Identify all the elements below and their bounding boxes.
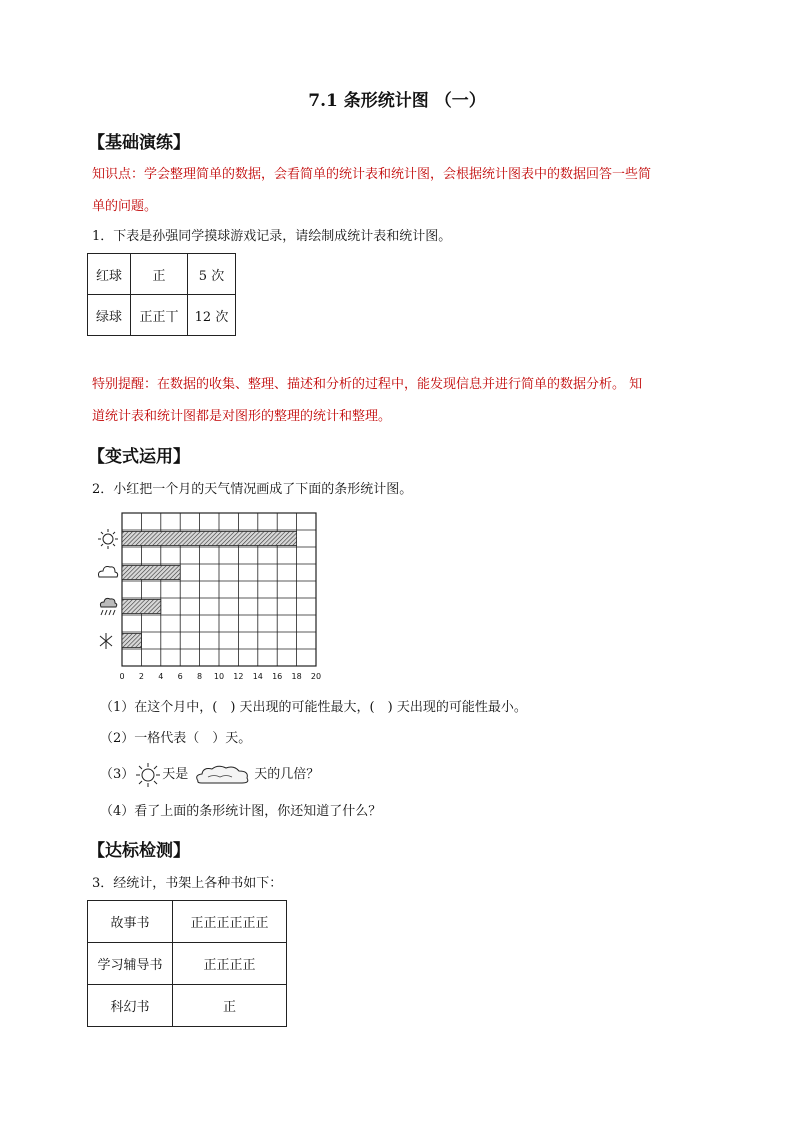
- table-cell-count: 5 次: [188, 254, 236, 295]
- x-tick-label: 8: [197, 672, 203, 681]
- x-tick-label: 2: [138, 672, 144, 681]
- question-3-table: [87, 900, 287, 1027]
- question-2-sub-4: （4）看了上面的条形统计图，你还知道了什么？: [100, 804, 382, 819]
- table-cell-tally: 正: [131, 254, 188, 295]
- sub-3-prefix: （3）: [100, 767, 135, 782]
- table-cell-label: 红球: [88, 254, 131, 295]
- rain-icon: [100, 598, 116, 615]
- table-cell-label: 故事书: [88, 901, 173, 943]
- question-1-text: 1．下表是孙强同学摸球游戏记录，请绘制成统计表和统计图。: [92, 229, 452, 244]
- question-3-text: 3．经统计，书架上各种书如下：: [92, 876, 283, 891]
- x-tick-label: 0: [119, 672, 125, 681]
- table-row: [88, 943, 287, 985]
- question-2-sub-1: （1）在这个月中，( ) 天出现的可能性最大，( ) 天出现的可能性最小。: [100, 700, 527, 715]
- table-cell-tally: 正正正正: [173, 943, 287, 985]
- table-cell-label: 学习辅导书: [88, 943, 173, 985]
- bar-snow: [122, 634, 141, 648]
- sub-3-suffix: 天的几倍？: [254, 767, 320, 782]
- x-tick-label: 4: [158, 672, 164, 681]
- table-cell-tally: 正: [173, 985, 287, 1027]
- section-variant-heading: 【变式运用】: [88, 447, 190, 467]
- tip-line-1: 特别提醒：在数据的收集、整理、描述和分析的过程中，能发现信息并进行简单的数据分析。 知: [92, 377, 643, 392]
- sunny-icon: [98, 529, 118, 549]
- sub-3-mid: 天是: [162, 767, 189, 782]
- x-tick-label: 6: [177, 672, 183, 681]
- table-cell-count: 12 次: [188, 295, 236, 336]
- question-1-table: [87, 253, 236, 336]
- section-check-heading: 【达标检测】: [88, 841, 190, 861]
- weather-bar-chart: [92, 508, 332, 687]
- bar-rain: [122, 600, 161, 614]
- bar-sunny: [122, 532, 297, 546]
- tip-line-2: 道统计表和统计图都是对图形的整理的统计和整理。: [92, 409, 392, 424]
- page-title: 7.1 条形统计图 （一）: [308, 91, 486, 111]
- table-cell-label: 科幻书: [88, 985, 173, 1027]
- question-2-sub-2: （2）一格代表（ ）天。: [100, 731, 252, 746]
- table-row: [88, 985, 287, 1027]
- table-cell-tally: 正正正正正正: [173, 901, 287, 943]
- cloudy-icon: [99, 567, 118, 578]
- table-row: [88, 901, 287, 943]
- x-tick-label: 18: [291, 672, 302, 681]
- table-cell-tally: 正正丅: [131, 295, 188, 336]
- x-tick-label: 16: [272, 672, 283, 681]
- sunny-icon: [134, 762, 162, 788]
- x-tick-label: 10: [213, 672, 225, 681]
- question-2-text: 2．小红把一个月的天气情况画成了下面的条形统计图。: [92, 482, 413, 497]
- table-row: [88, 254, 236, 295]
- x-tick-label: 12: [233, 672, 244, 681]
- snow-icon: [100, 633, 112, 649]
- bar-cloudy: [122, 566, 180, 580]
- x-tick-label: 14: [252, 672, 263, 681]
- x-tick-label: 20: [310, 672, 322, 681]
- knowledge-point-line-1: 知识点：学会整理简单的数据，会看简单的统计表和统计图，会根据统计图表中的数据回答一些简: [92, 167, 652, 182]
- question-2-sub-3: [100, 762, 319, 788]
- cloudy-icon: [194, 764, 252, 786]
- table-cell-label: 绿球: [88, 295, 131, 336]
- table-row: [88, 295, 236, 336]
- knowledge-point-line-2: 单的问题。: [92, 199, 158, 214]
- section-basic-heading: 【基础演练】: [88, 133, 190, 153]
